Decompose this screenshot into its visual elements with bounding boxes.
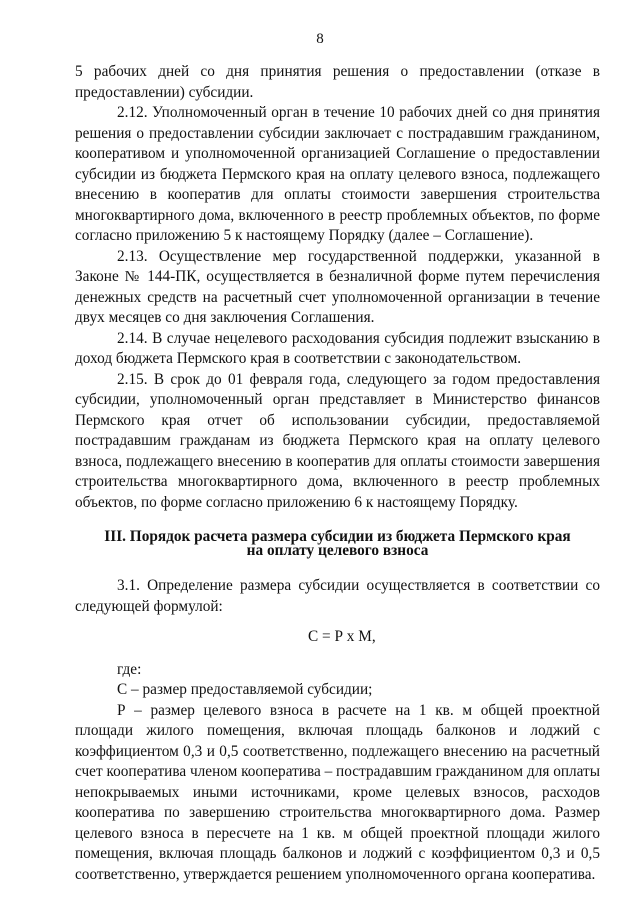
where-label: где: [117,660,142,678]
section-title-line-2: на оплату целевого взноса [246,542,429,559]
section-title-line-1: III. Порядок расчета размера субсидии из бюджета Пермского края [104,528,571,545]
paragraph-2-15: 2.15. В срок до 01 февраля года, следующего за годом предоставления субсидии, уполномоченный орган представляет в Министерство финансов Пермского края отчет об использовании субсидии, предоставляемой пострадавшим гражданам из бюджета Пермского края на оплату целевого взноса, подлежащего внесению в кооператив для оплаты стоимости завершения строительства многоквартирного дома, включенного в реестр проблемных объектов, по форме согласно приложению 6 к настоящему Порядку. [75,370,600,511]
section-title [75,530,600,558]
paragraph-2-14: 2.14. В случае нецелевого расходования субсидия подлежит взысканию в доход бюджета Пермского края в соответствии с законодательством. [75,329,600,367]
document-body [75,62,600,885]
paragraph-2-13: 2.13. Осуществление мер государственной поддержки, указанной в Законе № 144-ПК, осуществляется в безналичной форме путем перечисления денежных средств на расчетный счет уполномоченной организации в течение двух месяцев со дня заключения Соглашения. [75,247,600,326]
paragraph-continuation: 5 рабочих дней со дня принятия решения о предоставлении (отказе в предоставлении) субсидии. [75,63,600,101]
definition-p: Р – размер целевого взноса в расчете на 1 кв. м общей проектной площади жилого помещения, включая площадь балконов и лоджий с коэффициентом 0,3 и 0,5 соответственно, подлежащего внесению на расчетный счет кооператива членом кооператива – пострадавшим гражданином для оплаты непокрываемых иными источниками, кроме целевых взносов, расходов кооператива по завершению строительства многоквартирного дома. Размер целевого взноса в пересчете на 1 кв. м общей проектной площади жилого помещения, включая площадь балконов и лоджий с коэффициентом 0,3 и 0,5 соответственно, утверждается решением уполномоченного органа кооператива. [75,701,601,883]
page-number: 8 [316,31,324,47]
formula: С = Р х М, [308,628,376,645]
definition-c: С – размер предоставляемой субсидии; [117,681,373,698]
paragraph-2-12: 2.12. Уполномоченный орган в течение 10 рабочих дней со дня принятия решения о предоставлении субсидии заключает с пострадавшим гражданином, кооперативом и уполномоченной организацией Соглашение о предоставлении субсидии из бюджета Пермского края на оплату целевого взноса, подлежащего внесению в кооператив для оплаты стоимости завершения строительства многоквартирного дома, включенного в реестр проблемных объектов, по форме согласно приложению 5 к настоящему Порядку (далее – Соглашение). [75,104,600,244]
paragraph-3-1: 3.1. Определение размера субсидии осуществляется в соответствии со следующей формулой: [75,577,600,615]
